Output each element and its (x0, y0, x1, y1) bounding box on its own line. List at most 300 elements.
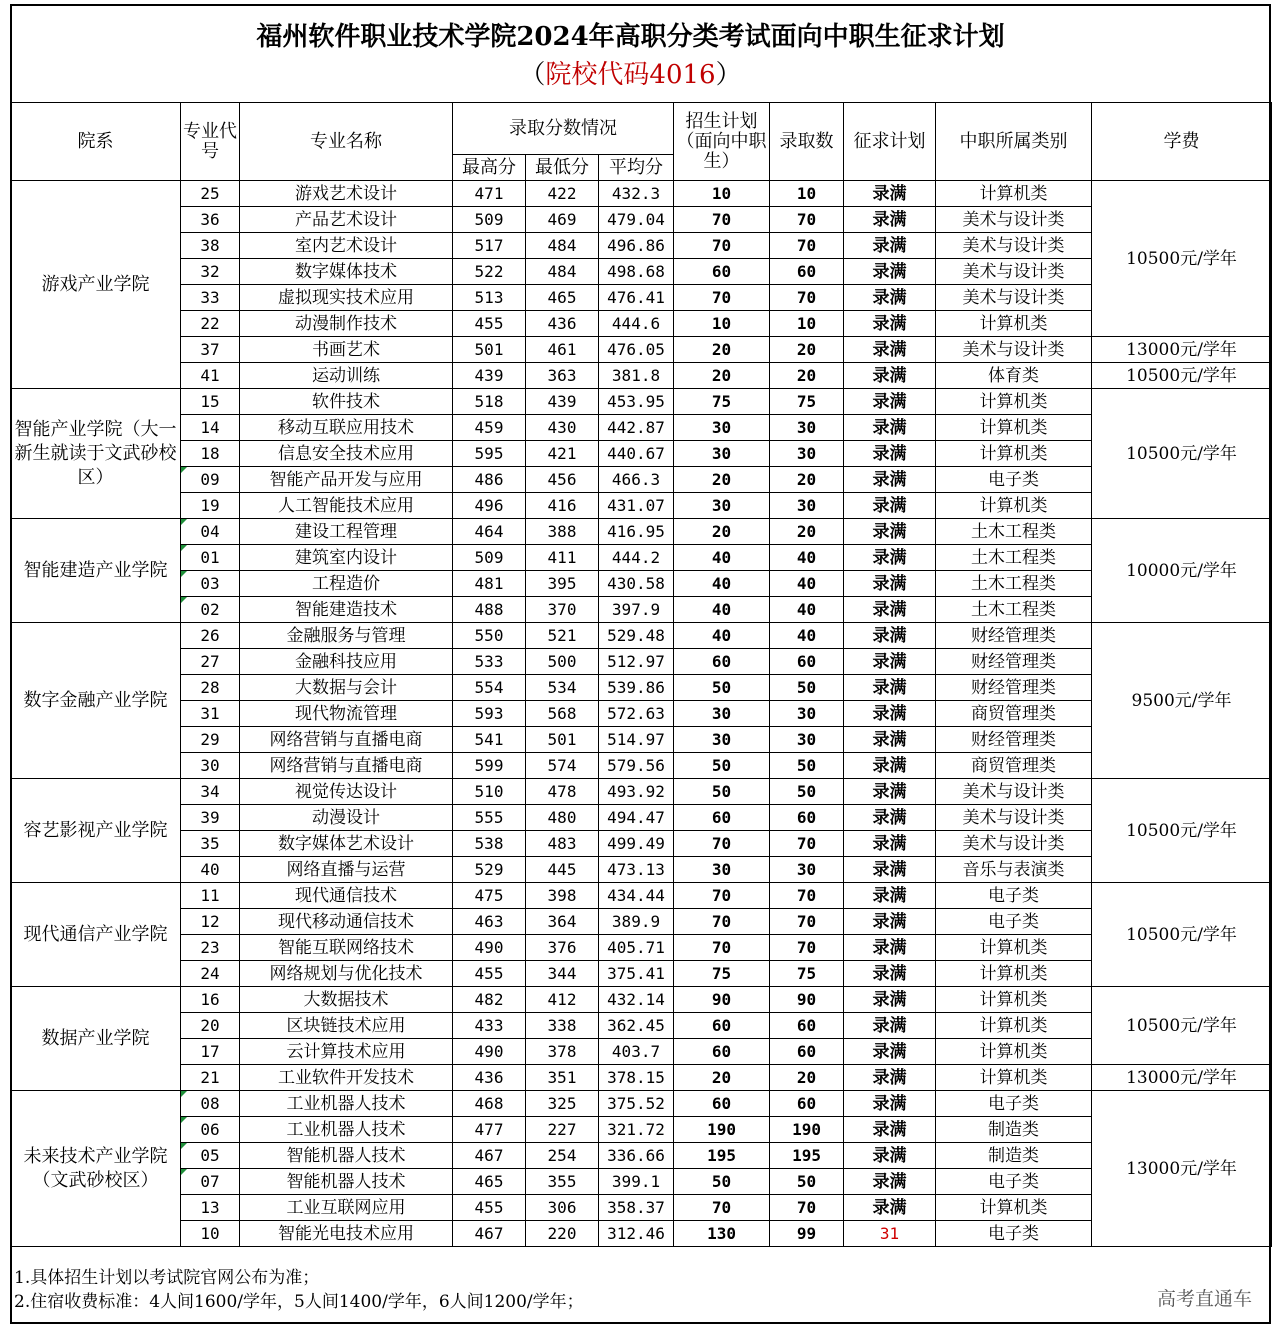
category: 电子类 (936, 883, 1092, 909)
header-code: 专业代号 (181, 103, 240, 181)
major-name: 金融科技应用 (240, 649, 453, 675)
admitted-count: 60 (770, 649, 844, 675)
major-name: 区块链技术应用 (240, 1013, 453, 1039)
table-row (11, 441, 1272, 467)
major-name: 信息安全技术应用 (240, 441, 453, 467)
score-avg: 572.63 (599, 701, 674, 727)
score-min: 422 (526, 181, 599, 207)
score-max: 455 (453, 311, 526, 337)
supplement-status: 录满 (844, 1065, 936, 1091)
score-min: 412 (526, 987, 599, 1013)
score-avg: 539.86 (599, 675, 674, 701)
score-min: 436 (526, 311, 599, 337)
plan-count: 70 (674, 285, 770, 311)
plan-count: 40 (674, 597, 770, 623)
major-name: 工业互联网应用 (240, 1195, 453, 1221)
score-avg: 430.58 (599, 571, 674, 597)
table-row (11, 935, 1272, 961)
score-max: 554 (453, 675, 526, 701)
category: 计算机类 (936, 1195, 1092, 1221)
score-avg: 362.45 (599, 1013, 674, 1039)
admitted-count: 10 (770, 181, 844, 207)
admitted-count: 70 (770, 285, 844, 311)
score-max: 455 (453, 961, 526, 987)
major-name: 游戏艺术设计 (240, 181, 453, 207)
score-min: 421 (526, 441, 599, 467)
tuition-fee: 13000元/学年 (1092, 337, 1272, 363)
table-row (11, 701, 1272, 727)
major-code: 36 (181, 207, 240, 233)
major-name: 工程造价 (240, 571, 453, 597)
admitted-count: 195 (770, 1143, 844, 1169)
header-max: 最高分 (453, 155, 526, 181)
score-min: 469 (526, 207, 599, 233)
admitted-count: 60 (770, 1013, 844, 1039)
table-row (11, 285, 1272, 311)
tuition-fee: 13000元/学年 (1092, 1065, 1272, 1091)
category: 土木工程类 (936, 545, 1092, 571)
plan-count: 70 (674, 207, 770, 233)
school-code: 院校代码4016 (545, 60, 716, 90)
category: 美术与设计类 (936, 259, 1092, 285)
plan-count: 75 (674, 961, 770, 987)
score-min: 521 (526, 623, 599, 649)
note-2: 2.住宿收费标准：4人间1600/学年，5人间1400/学年，6人间1200/学年； (14, 1292, 584, 1312)
supplement-status: 录满 (844, 1143, 936, 1169)
dept-cell: 未来技术产业学院（文武砂校区） (11, 1091, 181, 1247)
header-min: 最低分 (526, 155, 599, 181)
header-plan: 招生计划（面向中职生） (674, 103, 770, 181)
supplement-status: 录满 (844, 1169, 936, 1195)
plan-count: 20 (674, 337, 770, 363)
score-avg: 579.56 (599, 753, 674, 779)
category: 电子类 (936, 909, 1092, 935)
major-name: 视觉传达设计 (240, 779, 453, 805)
admitted-count: 60 (770, 1039, 844, 1065)
table-row (11, 831, 1272, 857)
table-row (11, 311, 1272, 337)
plan-count: 40 (674, 623, 770, 649)
supplement-status: 录满 (844, 753, 936, 779)
table-row (11, 467, 1272, 493)
major-code: 30 (181, 753, 240, 779)
score-max: 481 (453, 571, 526, 597)
score-max: 550 (453, 623, 526, 649)
table-row (11, 259, 1272, 285)
score-max: 496 (453, 493, 526, 519)
major-name: 室内艺术设计 (240, 233, 453, 259)
supplement-status: 录满 (844, 545, 936, 571)
score-avg: 453.95 (599, 389, 674, 415)
admitted-count: 50 (770, 753, 844, 779)
supplement-status: 录满 (844, 311, 936, 337)
supplement-status: 录满 (844, 909, 936, 935)
plan-count: 30 (674, 441, 770, 467)
plan-count: 50 (674, 753, 770, 779)
plan-count: 60 (674, 259, 770, 285)
supplement-status: 录满 (844, 571, 936, 597)
score-min: 484 (526, 259, 599, 285)
score-min: 465 (526, 285, 599, 311)
score-max: 490 (453, 1039, 526, 1065)
score-min: 574 (526, 753, 599, 779)
score-avg: 512.97 (599, 649, 674, 675)
score-avg: 431.07 (599, 493, 674, 519)
score-avg: 358.37 (599, 1195, 674, 1221)
header-fee: 学费 (1092, 103, 1272, 181)
score-avg: 312.46 (599, 1221, 674, 1247)
score-avg: 496.86 (599, 233, 674, 259)
score-avg: 432.14 (599, 987, 674, 1013)
supplement-status: 录满 (844, 467, 936, 493)
dept-cell: 游戏产业学院 (11, 181, 181, 389)
admitted-count: 50 (770, 779, 844, 805)
dept-cell: 智能建造产业学院 (11, 519, 181, 623)
category: 美术与设计类 (936, 233, 1092, 259)
category: 计算机类 (936, 1039, 1092, 1065)
table-row (11, 727, 1272, 753)
major-code: 03 (181, 571, 240, 597)
major-code: 38 (181, 233, 240, 259)
subtitle-open: （ (519, 60, 546, 90)
category: 美术与设计类 (936, 805, 1092, 831)
major-code: 02 (181, 597, 240, 623)
table-row (11, 1013, 1272, 1039)
admitted-count: 99 (770, 1221, 844, 1247)
supplement-status: 录满 (844, 519, 936, 545)
table-row (11, 207, 1272, 233)
category: 制造类 (936, 1117, 1092, 1143)
table-row (11, 883, 1272, 909)
major-code: 10 (181, 1221, 240, 1247)
admitted-count: 40 (770, 571, 844, 597)
table-body (11, 181, 1272, 1247)
major-code: 16 (181, 987, 240, 1013)
score-min: 306 (526, 1195, 599, 1221)
table-row (11, 1143, 1272, 1169)
major-code: 31 (181, 701, 240, 727)
major-name: 运动训练 (240, 363, 453, 389)
major-name: 移动互联应用技术 (240, 415, 453, 441)
supplement-status: 录满 (844, 961, 936, 987)
major-code: 32 (181, 259, 240, 285)
score-max: 464 (453, 519, 526, 545)
score-max: 477 (453, 1117, 526, 1143)
score-min: 370 (526, 597, 599, 623)
major-name: 大数据技术 (240, 987, 453, 1013)
admitted-count: 70 (770, 1195, 844, 1221)
score-max: 509 (453, 207, 526, 233)
score-max: 463 (453, 909, 526, 935)
score-avg: 466.3 (599, 467, 674, 493)
table-row (11, 1039, 1272, 1065)
score-max: 509 (453, 545, 526, 571)
supplement-status: 录满 (844, 415, 936, 441)
admitted-count: 60 (770, 259, 844, 285)
table-row (11, 779, 1272, 805)
plan-count: 20 (674, 363, 770, 389)
score-min: 439 (526, 389, 599, 415)
score-max: 593 (453, 701, 526, 727)
table-row (11, 1091, 1272, 1117)
supplement-status: 录满 (844, 935, 936, 961)
admitted-count: 50 (770, 1169, 844, 1195)
category: 美术与设计类 (936, 207, 1092, 233)
plan-count: 130 (674, 1221, 770, 1247)
major-code: 25 (181, 181, 240, 207)
category: 音乐与表演类 (936, 857, 1092, 883)
supplement-status: 录满 (844, 1117, 936, 1143)
plan-count: 60 (674, 1091, 770, 1117)
category: 财经管理类 (936, 623, 1092, 649)
score-max: 517 (453, 233, 526, 259)
plan-count: 60 (674, 1013, 770, 1039)
major-name: 网络直播与运营 (240, 857, 453, 883)
admitted-count: 70 (770, 909, 844, 935)
admitted-count: 30 (770, 727, 844, 753)
score-min: 227 (526, 1117, 599, 1143)
score-min: 480 (526, 805, 599, 831)
score-max: 455 (453, 1195, 526, 1221)
category: 财经管理类 (936, 649, 1092, 675)
admitted-count: 20 (770, 467, 844, 493)
major-name: 动漫设计 (240, 805, 453, 831)
score-min: 344 (526, 961, 599, 987)
score-min: 351 (526, 1065, 599, 1091)
dept-cell: 智能产业学院（大一新生就读于文武砂校区） (11, 389, 181, 519)
plan-count: 30 (674, 701, 770, 727)
score-avg: 514.97 (599, 727, 674, 753)
supplement-status: 录满 (844, 259, 936, 285)
score-max: 522 (453, 259, 526, 285)
supplement-status: 录满 (844, 181, 936, 207)
plan-count: 20 (674, 519, 770, 545)
major-code: 20 (181, 1013, 240, 1039)
score-max: 555 (453, 805, 526, 831)
supplement-status: 录满 (844, 805, 936, 831)
admitted-count: 75 (770, 389, 844, 415)
plan-count: 20 (674, 1065, 770, 1091)
tuition-fee: 10500元/学年 (1092, 779, 1272, 883)
tuition-fee: 10500元/学年 (1092, 181, 1272, 337)
plan-count: 40 (674, 571, 770, 597)
major-code: 08 (181, 1091, 240, 1117)
score-min: 254 (526, 1143, 599, 1169)
watermark: 高考直通车 (1156, 1288, 1252, 1310)
tuition-fee: 10500元/学年 (1092, 987, 1272, 1065)
plan-count: 50 (674, 779, 770, 805)
category: 土木工程类 (936, 519, 1092, 545)
plan-count: 30 (674, 415, 770, 441)
major-name: 书画艺术 (240, 337, 453, 363)
major-code: 11 (181, 883, 240, 909)
table-row (11, 987, 1272, 1013)
category: 美术与设计类 (936, 831, 1092, 857)
score-max: 595 (453, 441, 526, 467)
major-code: 29 (181, 727, 240, 753)
admitted-count: 20 (770, 337, 844, 363)
table-row (11, 337, 1272, 363)
major-code: 40 (181, 857, 240, 883)
major-name: 网络营销与直播电商 (240, 753, 453, 779)
supplement-status: 录满 (844, 389, 936, 415)
major-code: 15 (181, 389, 240, 415)
score-max: 599 (453, 753, 526, 779)
header-scores: 录取分数情况 (453, 103, 674, 155)
major-name: 产品艺术设计 (240, 207, 453, 233)
table-row (11, 805, 1272, 831)
major-name: 建筑室内设计 (240, 545, 453, 571)
score-avg: 444.2 (599, 545, 674, 571)
score-min: 484 (526, 233, 599, 259)
major-name: 虚拟现实技术应用 (240, 285, 453, 311)
dept-cell: 现代通信产业学院 (11, 883, 181, 987)
score-min: 478 (526, 779, 599, 805)
score-min: 430 (526, 415, 599, 441)
category: 美术与设计类 (936, 779, 1092, 805)
table-row (11, 675, 1272, 701)
major-name: 智能光电技术应用 (240, 1221, 453, 1247)
category: 美术与设计类 (936, 285, 1092, 311)
note-1: 1.具体招生计划以考试院官网公布为准； (14, 1268, 320, 1288)
score-avg: 375.52 (599, 1091, 674, 1117)
plan-count: 10 (674, 181, 770, 207)
major-name: 智能产品开发与应用 (240, 467, 453, 493)
major-code: 14 (181, 415, 240, 441)
major-name: 工业软件开发技术 (240, 1065, 453, 1091)
major-code: 35 (181, 831, 240, 857)
plan-count: 70 (674, 1195, 770, 1221)
major-name: 建设工程管理 (240, 519, 453, 545)
supplement-status: 录满 (844, 1195, 936, 1221)
score-max: 513 (453, 285, 526, 311)
score-min: 461 (526, 337, 599, 363)
admitted-count: 40 (770, 545, 844, 571)
score-avg: 476.05 (599, 337, 674, 363)
plan-count: 70 (674, 935, 770, 961)
score-max: 486 (453, 467, 526, 493)
score-avg: 434.44 (599, 883, 674, 909)
supplement-status: 录满 (844, 883, 936, 909)
plan-count: 190 (674, 1117, 770, 1143)
score-max: 471 (453, 181, 526, 207)
major-code: 05 (181, 1143, 240, 1169)
category: 美术与设计类 (936, 337, 1092, 363)
admitted-count: 70 (770, 935, 844, 961)
plan-count: 50 (674, 1169, 770, 1195)
major-code: 41 (181, 363, 240, 389)
tuition-fee: 13000元/学年 (1092, 1091, 1272, 1247)
plan-count: 30 (674, 727, 770, 753)
supplement-status: 录满 (844, 831, 936, 857)
score-avg: 529.48 (599, 623, 674, 649)
major-name: 现代物流管理 (240, 701, 453, 727)
admitted-count: 40 (770, 597, 844, 623)
score-min: 338 (526, 1013, 599, 1039)
plan-count: 70 (674, 883, 770, 909)
table-row (11, 597, 1272, 623)
plan-count: 20 (674, 467, 770, 493)
major-code: 39 (181, 805, 240, 831)
score-min: 501 (526, 727, 599, 753)
table-row (11, 1169, 1272, 1195)
table-row (11, 909, 1272, 935)
category: 计算机类 (936, 987, 1092, 1013)
score-max: 482 (453, 987, 526, 1013)
score-max: 459 (453, 415, 526, 441)
score-min: 411 (526, 545, 599, 571)
score-max: 433 (453, 1013, 526, 1039)
category: 计算机类 (936, 961, 1092, 987)
category: 财经管理类 (936, 727, 1092, 753)
category: 计算机类 (936, 389, 1092, 415)
score-min: 500 (526, 649, 599, 675)
category: 财经管理类 (936, 675, 1092, 701)
major-code: 01 (181, 545, 240, 571)
score-max: 518 (453, 389, 526, 415)
major-name: 现代移动通信技术 (240, 909, 453, 935)
major-name: 现代通信技术 (240, 883, 453, 909)
table-row (11, 623, 1272, 649)
score-avg: 444.6 (599, 311, 674, 337)
major-code: 23 (181, 935, 240, 961)
supplement-status: 录满 (844, 1091, 936, 1117)
category: 计算机类 (936, 493, 1092, 519)
major-name: 智能建造技术 (240, 597, 453, 623)
score-avg: 381.8 (599, 363, 674, 389)
major-code: 17 (181, 1039, 240, 1065)
table-row (11, 1065, 1272, 1091)
category: 计算机类 (936, 1013, 1092, 1039)
category: 计算机类 (936, 935, 1092, 961)
admitted-count: 20 (770, 1065, 844, 1091)
table-row (11, 181, 1272, 207)
score-max: 436 (453, 1065, 526, 1091)
plan-count: 70 (674, 831, 770, 857)
major-code: 34 (181, 779, 240, 805)
score-avg: 493.92 (599, 779, 674, 805)
tuition-fee: 9500元/学年 (1092, 623, 1272, 779)
score-min: 456 (526, 467, 599, 493)
supplement-status: 录满 (844, 987, 936, 1013)
major-name: 工业机器人技术 (240, 1091, 453, 1117)
score-min: 363 (526, 363, 599, 389)
major-code: 19 (181, 493, 240, 519)
category: 商贸管理类 (936, 701, 1092, 727)
major-name: 软件技术 (240, 389, 453, 415)
category: 电子类 (936, 1169, 1092, 1195)
category: 电子类 (936, 467, 1092, 493)
score-min: 398 (526, 883, 599, 909)
major-code: 12 (181, 909, 240, 935)
score-max: 468 (453, 1091, 526, 1117)
major-name: 金融服务与管理 (240, 623, 453, 649)
category: 制造类 (936, 1143, 1092, 1169)
plan-count: 75 (674, 389, 770, 415)
table-row (11, 649, 1272, 675)
score-max: 465 (453, 1169, 526, 1195)
supplement-status: 录满 (844, 441, 936, 467)
score-avg: 494.47 (599, 805, 674, 831)
score-max: 510 (453, 779, 526, 805)
supplement-status: 录满 (844, 207, 936, 233)
table-row (11, 363, 1272, 389)
admitted-count: 90 (770, 987, 844, 1013)
score-avg: 389.9 (599, 909, 674, 935)
score-min: 220 (526, 1221, 599, 1247)
category: 土木工程类 (936, 571, 1092, 597)
header-name: 专业名称 (240, 103, 453, 181)
